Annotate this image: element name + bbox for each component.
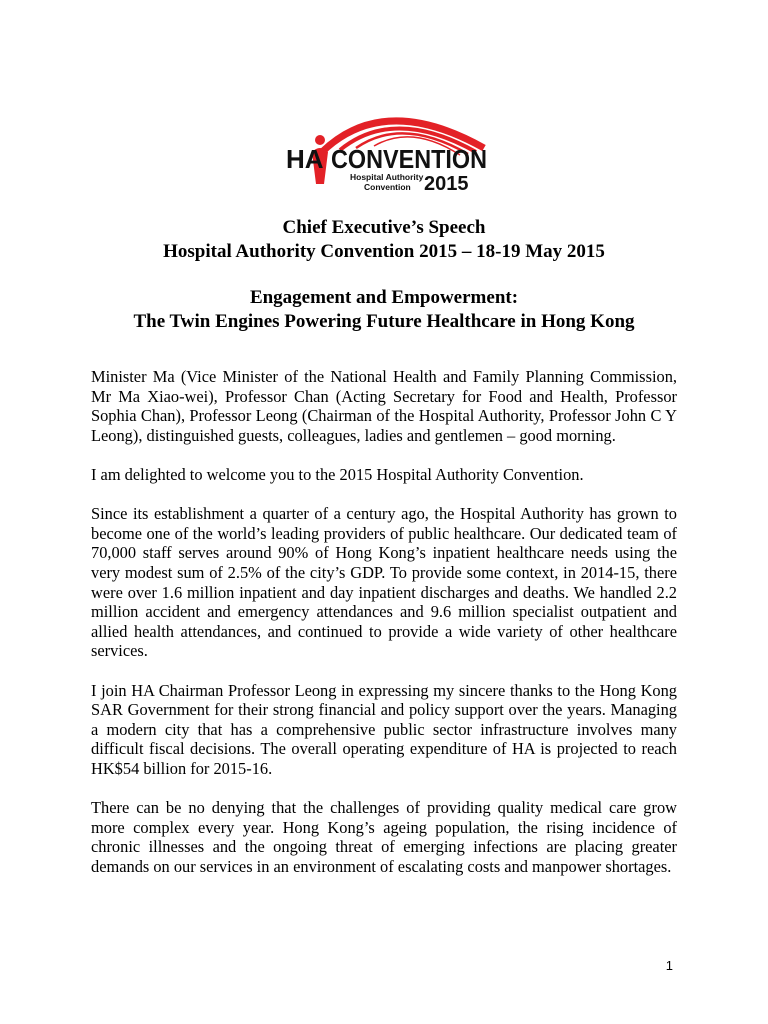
page-number: 1 <box>665 958 673 973</box>
event-title: Hospital Authority Convention 2015 – 18-19 May 2015 <box>163 241 605 262</box>
paragraph: Since its establishment a quarter of a century ago, the Hospital Authority has grown to become one of the world’s leading providers of public healthcare. Our dedicated team of 70,000 staff serves around 90% of Hong Kong’s inpatient healthcare needs using the very modest sum of 2.5% of the city’s GDP. To provide some context, in 2014-15, there were over 1.6 million inpatient and day inpatient discharges and deaths. We handled 2.2 million accident and emergency attendances and 9.6 million specialist outpatient and allied health attendances, and continued to provide a wide variety of other healthcare services. <box>91 504 677 661</box>
speech-title: Chief Executive’s Speech <box>282 217 486 238</box>
theme-title: Engagement and Empowerment: <box>249 287 519 308</box>
theme-subtitle: The Twin Engines Powering Future Healthcare in Hong Kong <box>133 311 635 332</box>
logo-sub-line2: Convention <box>364 182 411 192</box>
speech-title-block <box>80 216 688 264</box>
logo-word-left: HA <box>286 144 324 174</box>
speech-theme-block <box>80 286 688 334</box>
paragraph: I join HA Chairman Professor Leong in expressing my sincere thanks to the Hong Kong SAR Government for their strong financial and policy support over the years. Managing a modern city that has a comprehensive public sector infrastructure involves many difficult fiscal decisions. The overall operating expenditure of HA is projected to reach HK$54 billion for 2015-16. <box>91 680 677 778</box>
logo-sub-line1: Hospital Authority <box>350 172 424 182</box>
paragraph: Minister Ma (Vice Minister of the National Health and Family Planning Commission, Mr Ma Xiao-wei), Professor Chan (Acting Secretary for Food and Health, Professor Sophia Chan), Professor Leong (Chairman of the Hospital Authority, Professor John C Y Leong), distinguished guests, colleagues, ladies and gentlemen – good morning. <box>91 367 677 445</box>
logo-word-right: CONVENTION <box>331 144 487 174</box>
ha-convention-logo <box>284 100 490 200</box>
paragraph: I am delighted to welcome you to the 2015 Hospital Authority Convention. <box>91 464 584 484</box>
paragraph: There can be no denying that the challenges of providing quality medical care grow more complex every year. Hong Kong’s ageing population, the rising incidence of chronic illnesses and the ongoing threat of emerging infections are placing greater demands on our services in an environment of escalating costs and manpower shortages. <box>91 798 677 876</box>
logo-year: 2015 <box>424 173 469 195</box>
speech-body <box>91 367 677 896</box>
logo-graphic <box>284 100 490 200</box>
